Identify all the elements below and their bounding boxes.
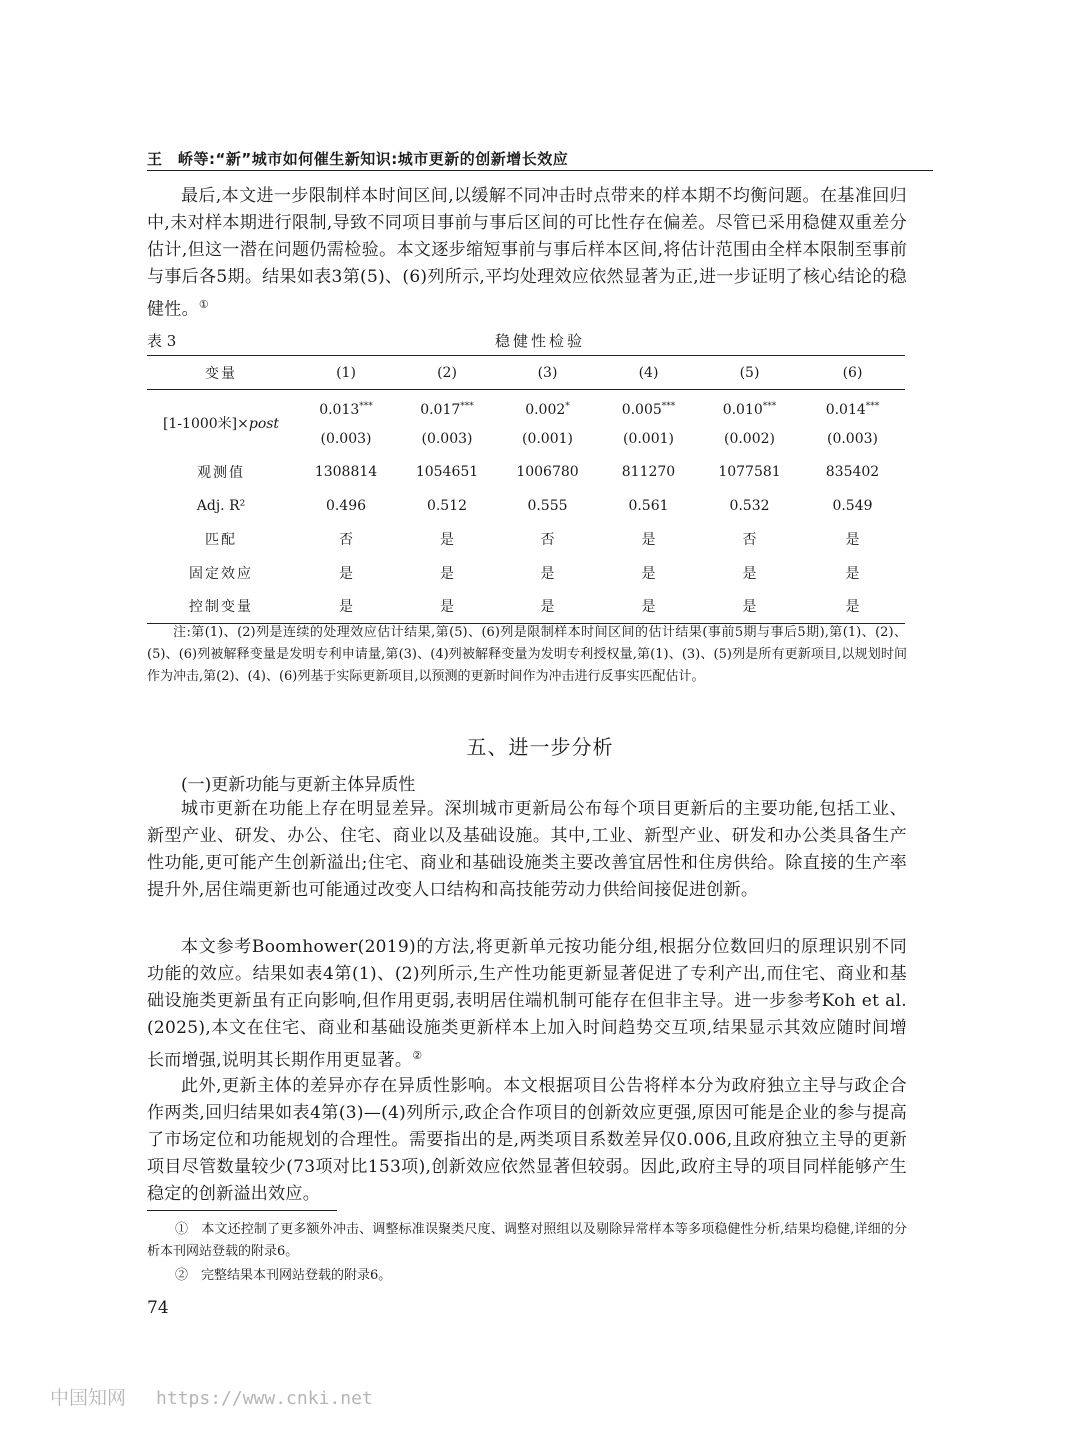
paragraph-text: 本文参考Boomhower(2019)的方法,将更新单元按功能分组,根据分位数回归的原理识别不同功能的效应。结果如表4第(1)、(2)列所示,生产性功能更新显著促进了专利产出,而住宅、商业和基础设施类更新虽有正向影响,但作用更弱,表明居住端机制可能存在但非主导。进一步参考Koh et al.(2025),本文在住宅、商业和基础设施类更新样本上加入时间趋势交互项,结果显示其效应随时间增长而增强,说明其长期作用更显著。 — [147, 937, 907, 1071]
table-cell: 是 — [800, 590, 905, 624]
table-cell: 是 — [641, 532, 656, 548]
body-paragraph-2 — [147, 934, 907, 1075]
header-rule — [147, 170, 933, 171]
table-cell: 是 — [845, 532, 860, 548]
row-label: 观测值 — [197, 465, 245, 481]
table-cell: 是 — [440, 565, 454, 582]
coef-row-label: [1-1000米]×post — [162, 416, 280, 433]
coef-cell-6: 0.014*** (0.003) — [825, 401, 880, 447]
table-label: 表 3 — [147, 332, 177, 350]
row-label: 匹配 — [205, 532, 237, 548]
header-col-3: (3) — [497, 356, 598, 390]
table-cell: 是 — [742, 565, 757, 582]
header-col-6: (6) — [800, 356, 905, 390]
table-cell: 0.532 — [729, 497, 770, 514]
footnote-2 — [147, 1265, 907, 1287]
table-row-observations — [147, 456, 905, 489]
paragraph-text: 此外,更新主体的差异亦存在异质性影响。本文根据项目公告将样本分为政府独立主导与政企合作两类,回归结果如表4第(3)—(4)列所示,政企合作项目的创新效应更强,原因可能是企业的参与提高了市场定位和功能规划的合理性。需要指出的是,两类项目系数差异仅0.006,且政府独立主导的更新项目尽管数量较少(73项对比153项),创新效应依然显著但较弱。因此,政府主导的项目同样能够产生稳定的创新溢出效应。 — [147, 1076, 907, 1204]
subsection-title: (一)更新功能与更新主体异质性 — [181, 775, 416, 795]
table-title: 稳健性检验 — [494, 332, 585, 350]
table-cell: 否 — [742, 532, 757, 548]
row-label: 固定效应 — [189, 565, 253, 582]
table-row-adj-r2 — [147, 489, 905, 523]
watermark-brand: 中国知网 — [50, 1387, 127, 1409]
table-cell: 是 — [440, 532, 454, 548]
table-cell: 是 — [295, 590, 397, 624]
table-cell: 0.512 — [426, 497, 468, 514]
coef-cell-3: 0.002* (0.001) — [521, 401, 573, 447]
coef-cell-1: 0.013*** (0.003) — [319, 401, 373, 447]
header-col-1: (1) — [295, 356, 397, 390]
table-cell: 1077581 — [718, 464, 781, 480]
table-cell: 811270 — [621, 464, 676, 480]
footnote-ref-2[interactable]: ② — [412, 1049, 423, 1062]
footnote-ref-1[interactable]: ① — [198, 298, 210, 311]
table-cell: 否 — [540, 532, 555, 548]
table-row-coefficient — [147, 390, 905, 456]
paragraph-text: 城市更新在功能上存在明显差异。深圳城市更新局公布每个项目更新后的主要功能,包括工业、新型产业、研发、办公、住宅、商业以及基础设施。其中,工业、新型产业、研发和办公类具备生产性功能,更可能产生创新溢出;住宅、商业和基础设施类主要改善宜居性和住房供给。除直接的生产率提升外,居住端更新也可能通过改变人口结构和高技能劳动力供给间接促进创新。 — [147, 799, 907, 900]
table-note: 注:第(1)、(2)列是连续的处理效应估计结果,第(5)、(6)列是限制样本时间区间的估计结果(事前5期与事后5期),第(1)、(2)、(5)、(6)列被解释变量是发明专利申请量,第(3)、(4)列被解释变量为发明专利授权量,第(1)、(3)、(5)列是所有更新项目,以规划时间作为冲击,第(2)、(4)、(6)列基于实际更新项目,以预测的更新时间作为冲击进行反事实匹配估计。 — [147, 625, 907, 684]
table-cell: 是 — [397, 590, 497, 624]
table-cell: 0.561 — [628, 497, 669, 514]
body-paragraph-1 — [147, 796, 907, 904]
table-cell: 0.549 — [832, 497, 873, 514]
table-cell: 1006780 — [516, 464, 579, 480]
footnote-rule — [147, 1210, 337, 1211]
watermark — [50, 1383, 373, 1410]
table-cell: 是 — [598, 590, 699, 624]
footnote-mark: ② — [175, 1268, 189, 1283]
table-cell: 0.555 — [527, 497, 568, 514]
watermark-url[interactable]: https://www.cnki.net — [156, 1388, 373, 1409]
running-header: 王 峤等:“新”城市如何催生新知识:城市更新的创新增长效应 — [147, 150, 569, 168]
header-variable: 变量 — [147, 356, 295, 390]
table-cell: 是 — [699, 590, 800, 624]
table-cell: 是 — [845, 565, 860, 582]
table-cell: 1308814 — [314, 464, 378, 480]
table-cell: 835402 — [825, 464, 880, 480]
table-cell: 是 — [339, 565, 353, 582]
table-cell: 是 — [641, 565, 656, 582]
table-cell: 1054651 — [415, 464, 479, 480]
header-col-4: (4) — [598, 356, 699, 390]
intro-paragraph — [147, 183, 907, 324]
row-label: 控制变量 — [147, 590, 295, 624]
robustness-table — [147, 355, 905, 624]
body-paragraph-3 — [147, 1073, 907, 1208]
table-header-row — [147, 356, 905, 390]
row-label: Adj. R² — [196, 497, 246, 514]
header-col-5: (5) — [699, 356, 800, 390]
coef-cell-4: 0.005*** (0.001) — [621, 401, 676, 447]
coef-cell-2: 0.017*** (0.003) — [420, 401, 474, 447]
table-row-controls — [147, 590, 905, 624]
footnote-mark: ① — [175, 1222, 189, 1237]
table-cell: 否 — [339, 532, 353, 548]
page-number: 74 — [147, 1298, 169, 1318]
table-row-fixed-effects — [147, 556, 905, 590]
header-col-2: (2) — [397, 356, 497, 390]
table-cell: 0.496 — [325, 497, 367, 514]
table-row-matching — [147, 523, 905, 556]
intro-paragraph-text: 最后,本文进一步限制样本时间区间,以缓解不同冲击时点带来的样本期不均衡问题。在基准回归中,未对样本期进行限制,导致不同项目事前与事后区间的可比性存在偏差。尽管已采用稳健双重差分估计,但这一潜在问题仍需检验。本文逐步缩短事前与事后样本区间,将估计范围由全样本限制至事前与事后各5期。结果如表3第(5)、(6)列所示,平均处理效应依然显著为正,进一步证明了核心结论的稳健性。 — [147, 186, 907, 320]
table-cell: 是 — [540, 565, 555, 582]
footnote-text: 完整结果本刊网站登载的附录6。 — [201, 1268, 392, 1283]
table-cell: 是 — [497, 590, 598, 624]
section-title: 五、进一步分析 — [466, 735, 614, 759]
coef-cell-5: 0.010*** (0.002) — [722, 401, 777, 447]
footnote-1 — [147, 1219, 907, 1263]
footnote-text: 本文还控制了更多额外冲击、调整标准误聚类尺度、调整对照组以及剔除异常样本等多项稳健性分析,结果均稳健,详细的分析本刊网站登载的附录6。 — [147, 1222, 907, 1259]
